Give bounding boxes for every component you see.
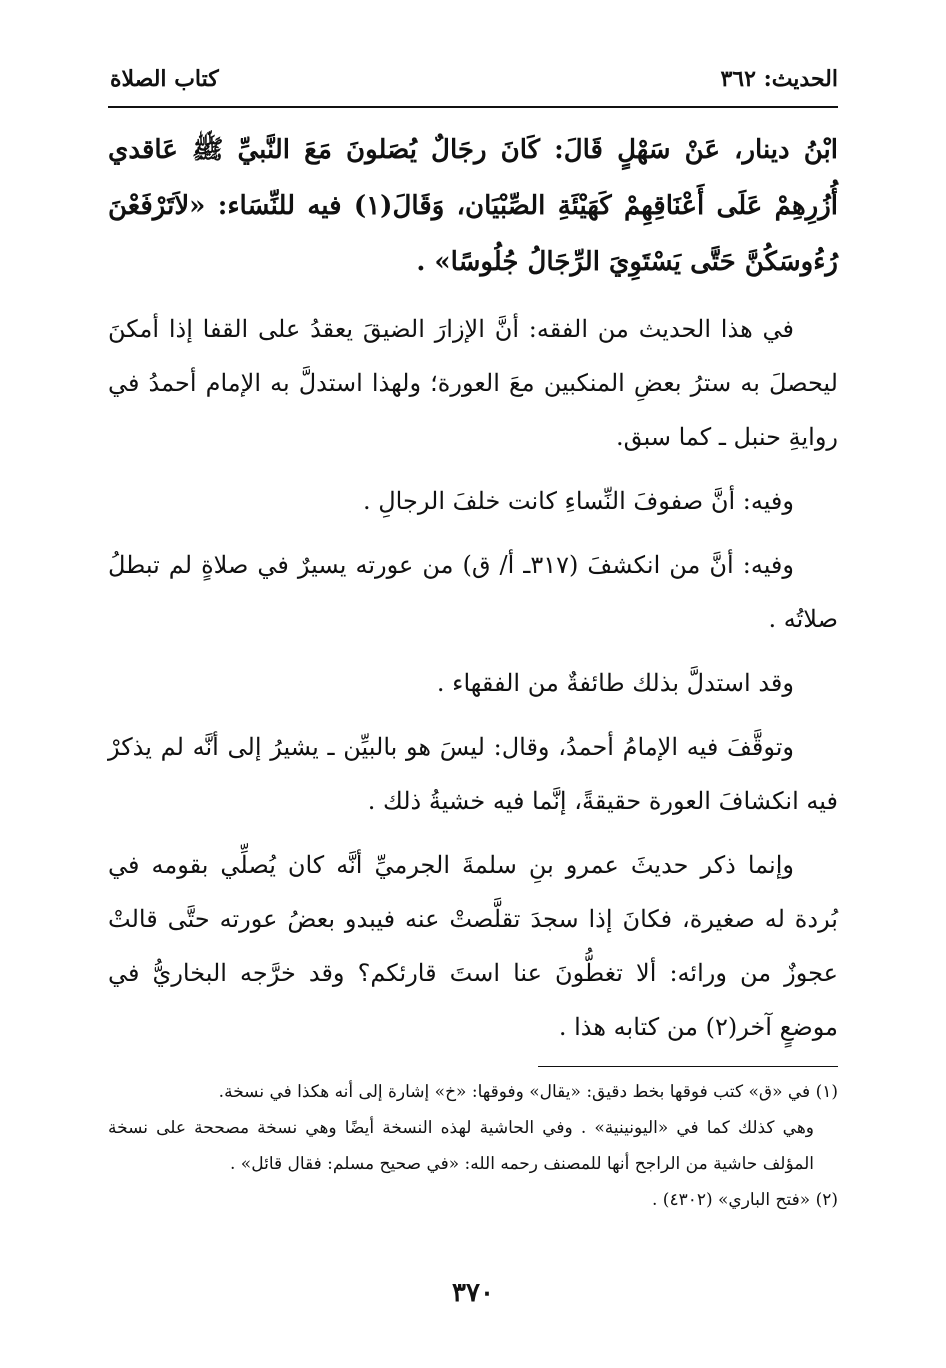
footnote-1-continuation: وهي كذلك كما في «اليونينية» . وفي الحاشية لهذه النسخة أيضًا وهي نسخة مصححة على نسخة المؤلف حاشية من الراجح أنها للمصنف رحمه الله: «في صحيح مسلم: فقال قائل» . <box>108 1118 814 1174</box>
footnote-2: (٢) «فتح الباري» (٤٣٠٢) . <box>651 1190 838 1210</box>
commentary-paragraph: في هذا الحديث من الفقه: أنَّ الإزارَ الضيقَ يعقدُ على القفا إذا أمكنَ ليحصلَ به سترُ بعضِ المنكبين معَ العورة؛ ولهذا استدلَّ به الإمام أحمدُ في روايةِ حنبل ـ كما سبق. <box>108 315 838 451</box>
footnote-1: (١) في «ق» كتب فوقها بخط دقيق: «يقال» وفوقها: «خ» إشارة إلى أنه هكذا في نسخة. <box>218 1082 838 1102</box>
page-number: ٣٧٠ <box>452 1278 494 1308</box>
footnote-divider <box>538 1066 838 1067</box>
header-divider <box>108 106 838 108</box>
hadith-number-header: الحديث: ٣٦٢ <box>720 66 838 92</box>
commentary-paragraph: وتوقَّفَ فيه الإمامُ أحمدُ، وقال: ليسَ هو بالبيِّن ـ يشيرُ إلى أنَّه لم يذكرْ فيه انكشافَ العورة حقيقةً، إنَّما فيه خشيةُ ذلك . <box>108 733 838 815</box>
commentary-paragraph: وقد استدلَّ بذلك طائفةٌ من الفقهاء . <box>436 669 794 697</box>
hadith-text-paragraph: ابْنُ دينار، عَنْ سَهْلٍ قَالَ: كَانَ رجَالٌ يُصَلونَ مَعَ النَّبيِّ ﷺ عَاقدي أُزُرِهِمْ عَلَى أَعْنَاقِهِمْ كَهَيْئَةِ الصِّبْيَان، وَقَالَ(١) فيه للنِّسَاء: «لاَتَرْفَعْنَ رُءُوسَكُنَّ حَتَّى يَسْتَوِيَ الرِّجَالُ جُلُوسًا» . <box>108 135 838 277</box>
book-title-header: كتاب الصلاة <box>110 66 219 92</box>
main-text <box>108 122 838 1064</box>
commentary-paragraph: وإنما ذكر حديثَ عمرو بنِ سلمةَ الجرميِّ أنَّه كان يُصلِّي بقومه في بُردة له صغيرة، فكانَ إذا سجدَ تقلَّصتْ عنه فيبدو بعضُ عورته حتَّى قالتْ عجوزٌ من ورائه: ألا تغطُّونَ عنا استَ قارئكم؟ وقد خرَّجه البخاريُّ في موضعٍ آخر(٢) من كتابه هذا . <box>108 851 838 1041</box>
commentary-paragraph: وفيه: أنَّ من انكشفَ (٣١٧ـ أ/ ق) من عورته يسيرٌ في صلاةٍ لم تبطلُ صلاتُه . <box>108 551 838 633</box>
commentary-paragraph: وفيه: أنَّ صفوفَ النِّساءِ كانت خلفَ الرجالِ . <box>362 487 794 515</box>
footnotes <box>108 1074 838 1218</box>
